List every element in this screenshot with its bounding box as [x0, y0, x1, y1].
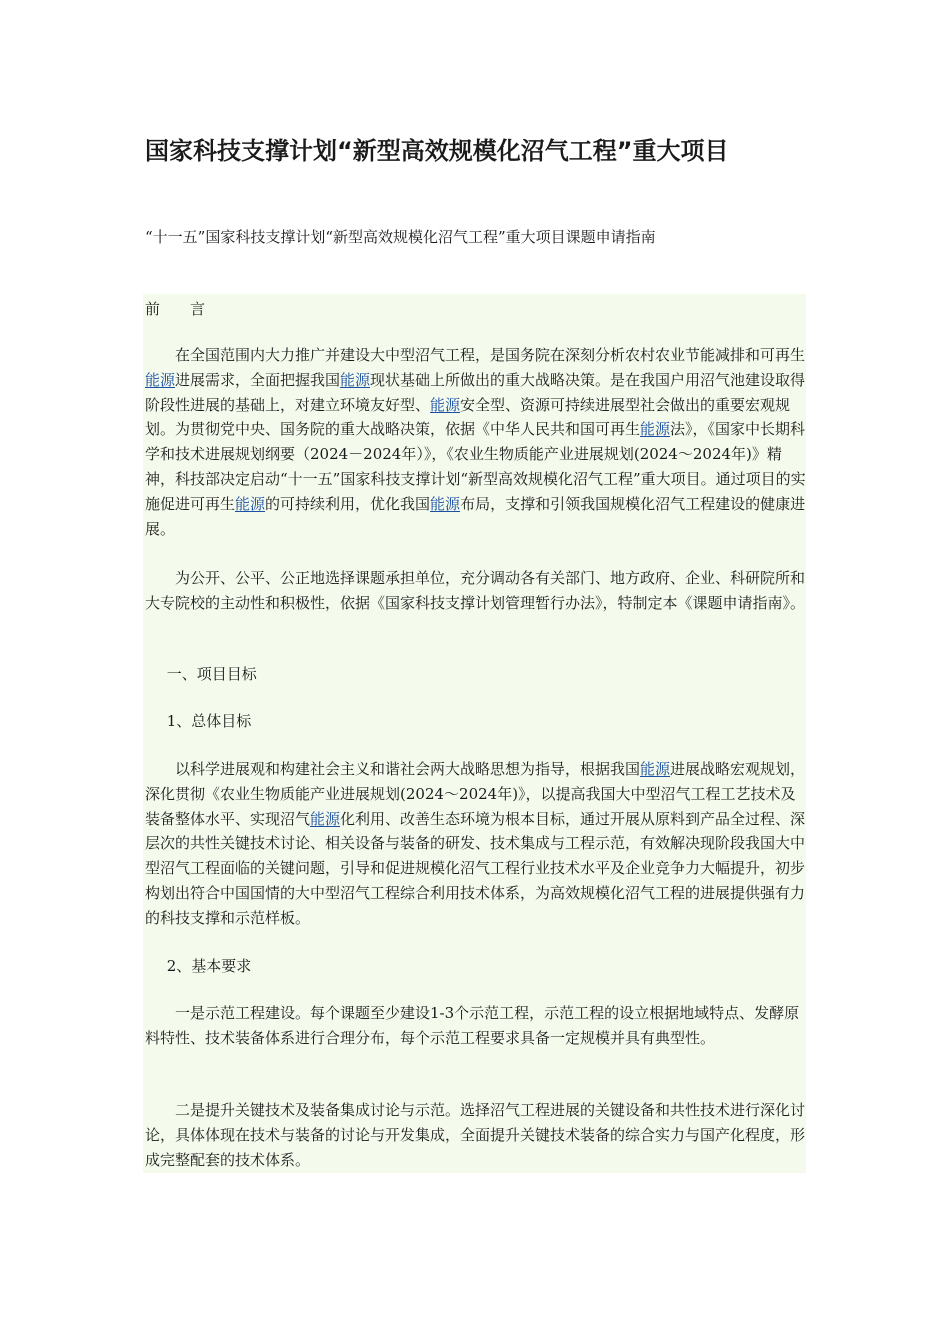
section-heading-project-goals: 一、项目目标 [166, 665, 257, 683]
overall-goal-paragraph: 以科学进展观和构建社会主义和谐社会两大战略思想为指导，根据我国能源进展战略宏观规划，深化贯彻《农业生物质能产业进展规划(2024～2024年)》，以提高我国大中型沼气工程工艺技术及装备整体水平、实现沼气能源化利用、改善生态环境为根本目标，通过开展从原料到产品全过程、深层次的共性关键技术讨论、相关设备与装备的研发、技术集成与工程示范，有效解决现阶段我国大中型沼气工程面临的关键问题，引导和促进规模化沼气工程行业技术水平及企业竞争力大幅提升，初步构划出符合中国国情的大中型沼气工程综合利用技术体系，为高效规模化沼气工程的进展提供强有力的科技支撑和示范样板。 [145, 760, 806, 927]
requirement-paragraph-2: 二是提升关键技术及装备集成讨论与示范。选择沼气工程进展的关键设备和共性技术进行深化讨论，具体体现在技术与装备的讨论与开发集成，全面提升关键技术装备的综合实力与国产化程度，形成完整配套的技术体系。 [145, 1101, 806, 1169]
energy-link[interactable]: 能源 [340, 370, 371, 389]
energy-link[interactable]: 能源 [145, 370, 176, 389]
energy-link[interactable]: 能源 [235, 494, 266, 513]
preface-paragraph-2: 为公开、公平、公正地选择课题承担单位，充分调动各有关部门、地方政府、企业、科研院所和大专院校的主动性和积极性，依据《国家科技支撑计划管理暂行办法》，特制定本《课题申请指南》。 [145, 569, 806, 612]
energy-link[interactable]: 能源 [640, 420, 671, 439]
energy-link[interactable]: 能源 [640, 760, 671, 778]
subheading-basic-requirements: 2、基本要求 [166, 957, 252, 975]
document-subtitle: “十一五”国家科技支撑计划“新型高效规模化沼气工程”重大项目课题申请指南 [145, 228, 656, 246]
subheading-overall-goal: 1、总体目标 [166, 712, 252, 730]
requirement-paragraph-1: 一是示范工程建设。每个课题至少建设1-3个示范工程，示范工程的设立根据地域特点、发酵原料特性、技术装备体系进行合理分布，每个示范工程要求具备一定规模并具有典型性。 [145, 1004, 800, 1047]
energy-link[interactable]: 能源 [310, 809, 341, 828]
preface-heading: 前 言 [145, 300, 206, 318]
energy-link[interactable]: 能源 [430, 395, 461, 414]
document-title: 国家科技支撑计划“新型高效规模化沼气工程”重大项目 [145, 137, 729, 165]
energy-link[interactable]: 能源 [430, 494, 461, 513]
preface-paragraph-1: 在全国范围内大力推广并建设大中型沼气工程，是国务院在深刻分析农村农业节能减排和可再生能源进展需求，全面把握我国能源现状基础上所做出的重大战略决策。是在我国户用沼气池建设取得阶段性进展的基础上，对建立环境友好型、能源安全型、资源可持续进展型社会做出的重要宏观规划。为贯彻党中央、国务院的重大战略决策，依据《中华人民共和国可再生能源法》，《国家中长期科学和技术进展规划纲要（2024－2024年）》，《农业生物质能产业进展规划(2024～2024年)》精神，科技部决定启动“十一五”国家科技支撑计划“新型高效规模化沼气工程”重大项目。通过项目的实施促进可再生能源的可持续利用，优化我国能源布局，支撑和引领我国规模化沼气工程建设的健康进展。 [145, 346, 806, 538]
